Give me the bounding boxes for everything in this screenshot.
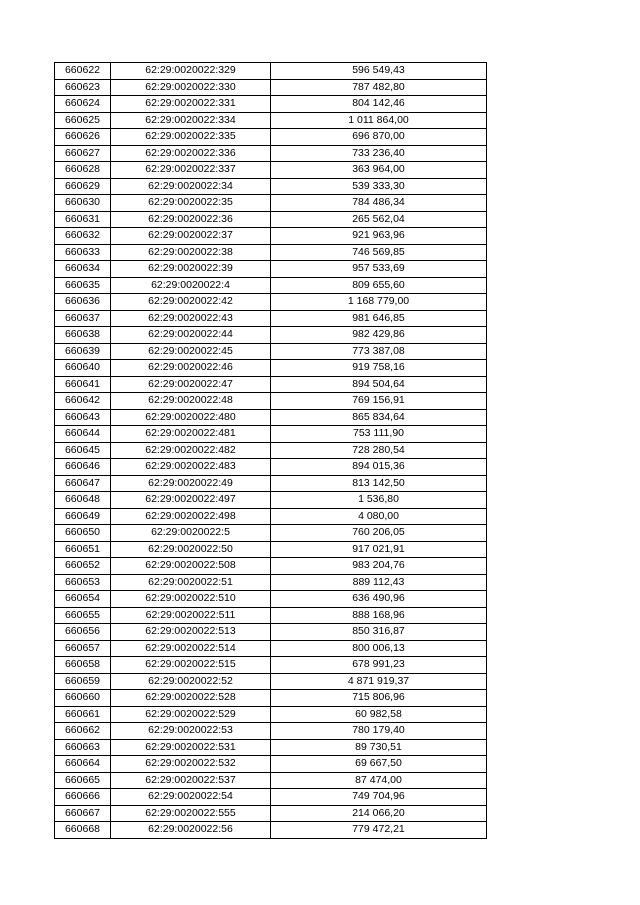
cadastral-value-cell: 957 533,69: [271, 261, 487, 278]
cadastral-value-cell: 87 474,00: [271, 772, 487, 789]
row-number-cell: 660633: [55, 244, 111, 261]
cadastral-value-cell: 715 806,96: [271, 690, 487, 707]
cadastral-value-cell: 636 490,96: [271, 591, 487, 608]
cadastral-number-cell: 62:29:0020022:511: [111, 607, 271, 624]
row-number-cell: 660642: [55, 393, 111, 410]
table-row: [55, 294, 487, 311]
table-row: [55, 228, 487, 245]
cadastral-number-cell: 62:29:0020022:47: [111, 376, 271, 393]
row-number-cell: 660656: [55, 624, 111, 641]
table-row: [55, 459, 487, 476]
cadastral-value-cell: 4 871 919,37: [271, 673, 487, 690]
cadastral-number-cell: 62:29:0020022:45: [111, 343, 271, 360]
cadastral-value-cell: 787 482,80: [271, 79, 487, 96]
row-number-cell: 660634: [55, 261, 111, 278]
table-row: [55, 591, 487, 608]
row-number-cell: 660640: [55, 360, 111, 377]
table-row: [55, 426, 487, 443]
row-number-cell: 660658: [55, 657, 111, 674]
table-row: [55, 343, 487, 360]
cadastral-value-cell: 983 204,76: [271, 558, 487, 575]
row-number-cell: 660638: [55, 327, 111, 344]
table-row: [55, 492, 487, 509]
table-row: [55, 261, 487, 278]
table-row: [55, 178, 487, 195]
cadastral-value-cell: 813 142,50: [271, 475, 487, 492]
cadastral-number-cell: 62:29:0020022:36: [111, 211, 271, 228]
row-number-cell: 660648: [55, 492, 111, 509]
row-number-cell: 660655: [55, 607, 111, 624]
table-row: [55, 195, 487, 212]
cadastral-value-cell: 696 870,00: [271, 129, 487, 146]
row-number-cell: 660668: [55, 822, 111, 839]
cadastral-value-cell: 749 704,96: [271, 789, 487, 806]
table-row: [55, 789, 487, 806]
row-number-cell: 660667: [55, 805, 111, 822]
cadastral-number-cell: 62:29:0020022:49: [111, 475, 271, 492]
cadastral-value-cell: 753 111,90: [271, 426, 487, 443]
table-row: [55, 211, 487, 228]
row-number-cell: 660636: [55, 294, 111, 311]
row-number-cell: 660625: [55, 112, 111, 129]
row-number-cell: 660630: [55, 195, 111, 212]
row-number-cell: 660628: [55, 162, 111, 179]
table-row: [55, 79, 487, 96]
cadastral-number-cell: 62:29:0020022:555: [111, 805, 271, 822]
cadastral-number-cell: 62:29:0020022:334: [111, 112, 271, 129]
cadastral-value-cell: 596 549,43: [271, 63, 487, 80]
table-row: [55, 756, 487, 773]
table-row: [55, 376, 487, 393]
cadastral-value-cell: 4 080,00: [271, 508, 487, 525]
cadastral-value-cell: 894 015,36: [271, 459, 487, 476]
cadastral-number-cell: 62:29:0020022:498: [111, 508, 271, 525]
cadastral-number-cell: 62:29:0020022:38: [111, 244, 271, 261]
table-row: [55, 525, 487, 542]
cadastral-number-cell: 62:29:0020022:497: [111, 492, 271, 509]
cadastral-value-cell: 773 387,08: [271, 343, 487, 360]
table-row: [55, 541, 487, 558]
cadastral-number-cell: 62:29:0020022:4: [111, 277, 271, 294]
cadastral-number-cell: 62:29:0020022:46: [111, 360, 271, 377]
cadastral-value-cell: 889 112,43: [271, 574, 487, 591]
cadastral-value-cell: 981 646,85: [271, 310, 487, 327]
cadastral-number-cell: 62:29:0020022:53: [111, 723, 271, 740]
table-row: [55, 327, 487, 344]
row-number-cell: 660643: [55, 409, 111, 426]
table-row: [55, 277, 487, 294]
cadastral-value-cell: 760 206,05: [271, 525, 487, 542]
table-row: [55, 673, 487, 690]
cadastral-number-cell: 62:29:0020022:537: [111, 772, 271, 789]
cadastral-value-cell: 733 236,40: [271, 145, 487, 162]
table-row: [55, 822, 487, 839]
table-row: [55, 706, 487, 723]
cadastral-number-cell: 62:29:0020022:37: [111, 228, 271, 245]
row-number-cell: 660654: [55, 591, 111, 608]
cadastral-number-cell: 62:29:0020022:5: [111, 525, 271, 542]
table-row: [55, 310, 487, 327]
row-number-cell: 660622: [55, 63, 111, 80]
row-number-cell: 660653: [55, 574, 111, 591]
cadastral-value-cell: 800 006,13: [271, 640, 487, 657]
row-number-cell: 660624: [55, 96, 111, 113]
row-number-cell: 660645: [55, 442, 111, 459]
cadastral-number-cell: 62:29:0020022:483: [111, 459, 271, 476]
row-number-cell: 660666: [55, 789, 111, 806]
cadastral-number-cell: 62:29:0020022:52: [111, 673, 271, 690]
cadastral-value-cell: 265 562,04: [271, 211, 487, 228]
table-row: [55, 475, 487, 492]
cadastral-number-cell: 62:29:0020022:335: [111, 129, 271, 146]
cadastral-number-cell: 62:29:0020022:515: [111, 657, 271, 674]
row-number-cell: 660647: [55, 475, 111, 492]
row-number-cell: 660623: [55, 79, 111, 96]
cadastral-number-cell: 62:29:0020022:43: [111, 310, 271, 327]
cadastral-number-cell: 62:29:0020022:42: [111, 294, 271, 311]
cadastral-number-cell: 62:29:0020022:336: [111, 145, 271, 162]
table-row: [55, 442, 487, 459]
table-row: [55, 640, 487, 657]
cadastral-value-cell: 982 429,86: [271, 327, 487, 344]
row-number-cell: 660627: [55, 145, 111, 162]
table-row: [55, 508, 487, 525]
cadastral-number-cell: 62:29:0020022:54: [111, 789, 271, 806]
cadastral-number-cell: 62:29:0020022:330: [111, 79, 271, 96]
row-number-cell: 660629: [55, 178, 111, 195]
row-number-cell: 660635: [55, 277, 111, 294]
cadastral-value-cell: 779 472,21: [271, 822, 487, 839]
cadastral-number-cell: 62:29:0020022:44: [111, 327, 271, 344]
cadastral-number-cell: 62:29:0020022:51: [111, 574, 271, 591]
table-row: [55, 607, 487, 624]
cadastral-value-cell: 214 066,20: [271, 805, 487, 822]
cadastral-value-table: [54, 62, 487, 839]
cadastral-value-cell: 60 982,58: [271, 706, 487, 723]
cadastral-value-cell: 850 316,87: [271, 624, 487, 641]
row-number-cell: 660662: [55, 723, 111, 740]
row-number-cell: 660639: [55, 343, 111, 360]
row-number-cell: 660646: [55, 459, 111, 476]
row-number-cell: 660641: [55, 376, 111, 393]
cadastral-value-cell: 784 486,34: [271, 195, 487, 212]
cadastral-value-cell: 921 963,96: [271, 228, 487, 245]
table-row: [55, 360, 487, 377]
row-number-cell: 660661: [55, 706, 111, 723]
cadastral-number-cell: 62:29:0020022:514: [111, 640, 271, 657]
cadastral-value-cell: 865 834,64: [271, 409, 487, 426]
table-row: [55, 162, 487, 179]
row-number-cell: 660626: [55, 129, 111, 146]
cadastral-value-cell: 1 536,80: [271, 492, 487, 509]
row-number-cell: 660649: [55, 508, 111, 525]
table-row: [55, 690, 487, 707]
cadastral-number-cell: 62:29:0020022:35: [111, 195, 271, 212]
row-number-cell: 660651: [55, 541, 111, 558]
cadastral-value-cell: 69 667,50: [271, 756, 487, 773]
row-number-cell: 660650: [55, 525, 111, 542]
row-number-cell: 660637: [55, 310, 111, 327]
cadastral-value-cell: 919 758,16: [271, 360, 487, 377]
cadastral-number-cell: 62:29:0020022:482: [111, 442, 271, 459]
cadastral-number-cell: 62:29:0020022:508: [111, 558, 271, 575]
cadastral-value-cell: 678 991,23: [271, 657, 487, 674]
table-row: [55, 624, 487, 641]
cadastral-number-cell: 62:29:0020022:480: [111, 409, 271, 426]
cadastral-number-cell: 62:29:0020022:532: [111, 756, 271, 773]
cadastral-number-cell: 62:29:0020022:48: [111, 393, 271, 410]
row-number-cell: 660665: [55, 772, 111, 789]
cadastral-number-cell: 62:29:0020022:56: [111, 822, 271, 839]
cadastral-number-cell: 62:29:0020022:39: [111, 261, 271, 278]
table-row: [55, 657, 487, 674]
row-number-cell: 660660: [55, 690, 111, 707]
row-number-cell: 660657: [55, 640, 111, 657]
cadastral-number-cell: 62:29:0020022:531: [111, 739, 271, 756]
table-row: [55, 112, 487, 129]
row-number-cell: 660652: [55, 558, 111, 575]
row-number-cell: 660631: [55, 211, 111, 228]
row-number-cell: 660663: [55, 739, 111, 756]
table-row: [55, 739, 487, 756]
cadastral-value-cell: 1 011 864,00: [271, 112, 487, 129]
cadastral-number-cell: 62:29:0020022:337: [111, 162, 271, 179]
cadastral-value-cell: 539 333,30: [271, 178, 487, 195]
cadastral-number-cell: 62:29:0020022:510: [111, 591, 271, 608]
table-row: [55, 129, 487, 146]
cadastral-number-cell: 62:29:0020022:329: [111, 63, 271, 80]
cadastral-number-cell: 62:29:0020022:34: [111, 178, 271, 195]
table-row: [55, 558, 487, 575]
table-row: [55, 409, 487, 426]
cadastral-value-cell: 769 156,91: [271, 393, 487, 410]
cadastral-value-cell: 894 504,64: [271, 376, 487, 393]
table-row: [55, 574, 487, 591]
cadastral-value-cell: 1 168 779,00: [271, 294, 487, 311]
cadastral-number-cell: 62:29:0020022:50: [111, 541, 271, 558]
cadastral-value-cell: 363 964,00: [271, 162, 487, 179]
table-row: [55, 244, 487, 261]
cadastral-value-cell: 917 021,91: [271, 541, 487, 558]
cadastral-value-cell: 809 655,60: [271, 277, 487, 294]
row-number-cell: 660659: [55, 673, 111, 690]
table-row: [55, 63, 487, 80]
table-row: [55, 772, 487, 789]
cadastral-value-cell: 780 179,40: [271, 723, 487, 740]
cadastral-value-cell: 804 142,46: [271, 96, 487, 113]
table-row: [55, 393, 487, 410]
row-number-cell: 660664: [55, 756, 111, 773]
cadastral-value-cell: 89 730,51: [271, 739, 487, 756]
cadastral-number-cell: 62:29:0020022:528: [111, 690, 271, 707]
row-number-cell: 660644: [55, 426, 111, 443]
table-body: [55, 63, 487, 839]
cadastral-number-cell: 62:29:0020022:513: [111, 624, 271, 641]
cadastral-number-cell: 62:29:0020022:481: [111, 426, 271, 443]
table-row: [55, 805, 487, 822]
row-number-cell: 660632: [55, 228, 111, 245]
cadastral-value-cell: 746 569,85: [271, 244, 487, 261]
table-row: [55, 145, 487, 162]
cadastral-number-cell: 62:29:0020022:529: [111, 706, 271, 723]
cadastral-value-cell: 728 280,54: [271, 442, 487, 459]
table-row: [55, 96, 487, 113]
table-row: [55, 723, 487, 740]
cadastral-value-cell: 888 168,96: [271, 607, 487, 624]
cadastral-number-cell: 62:29:0020022:331: [111, 96, 271, 113]
